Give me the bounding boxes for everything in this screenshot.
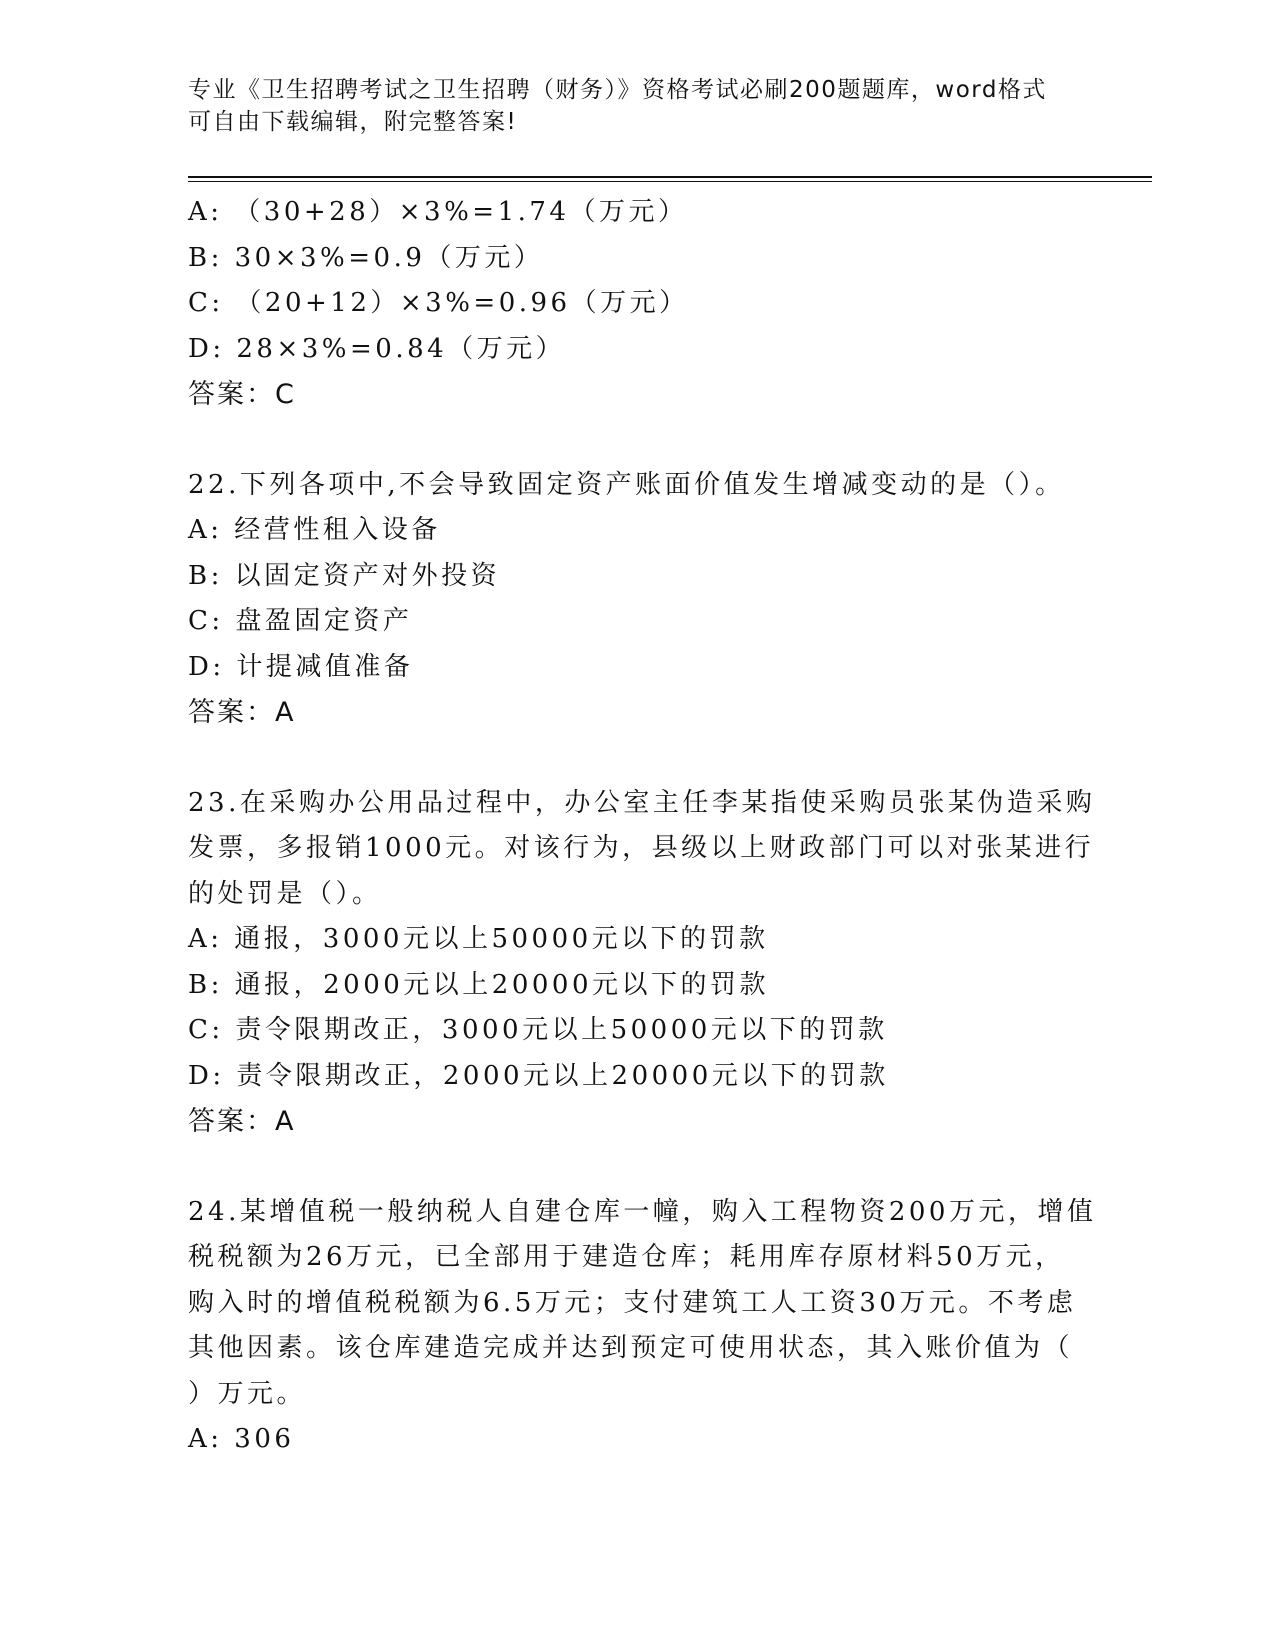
option-d: D: 责令限期改正，2000元以上20000元以下的罚款 (188, 1060, 889, 1091)
option-a: A: 306 (188, 1424, 295, 1454)
question-stem-line-5: ）万元。 (188, 1378, 307, 1409)
header-line-2: 可自由下载编辑，附完整答案! (188, 109, 518, 135)
question-stem-line-4: 其他因素。该仓库建造完成并达到预定可使用状态，其入账价值为（ (188, 1333, 1074, 1363)
question-23 (188, 781, 1096, 1145)
option-a: A: 经营性租入设备 (188, 515, 441, 545)
question-24 (188, 1190, 1097, 1463)
answer-line: 答案：A (188, 1106, 296, 1137)
document-header (188, 74, 1088, 138)
question-stem-line-3: 购入时的增值税税额为6.5万元；支付建筑工人工资30万元。不考虑 (188, 1287, 1077, 1318)
question-stem-line-1: 24.某增值税一般纳税人自建仓库一幢，购入工程物资200万元，增值 (188, 1196, 1097, 1227)
option-c: C: 责令限期改正，3000元以上50000元以下的罚款 (188, 1015, 888, 1045)
header-line-1: 专业《卫生招聘考试之卫生招聘（财务）》资格考试必刷200题题库，word格式 (188, 77, 1047, 103)
question-list (188, 190, 1097, 1463)
question-stem-line-2: 发票，多报销1000元。对该行为，县级以上财政部门可以对张某进行 (188, 833, 1095, 863)
question-stem: 22.下列各项中,不会导致固定资产账面价值发生增减变动的是（）。 (188, 469, 1065, 500)
option-b: B: 通报，2000元以上20000元以下的罚款 (188, 969, 770, 1000)
question-stem-line-1: 23.在采购办公用品过程中，办公室主任李某指使采购员张某伪造采购 (188, 787, 1096, 818)
spacer (188, 736, 1088, 781)
spacer (188, 1145, 1088, 1190)
spacer (188, 418, 1088, 463)
option-b: B: 以固定资产对外投资 (188, 560, 501, 591)
option-c: C: （20+12）×3%=0.96（万元） (188, 288, 689, 318)
answer-line: 答案：C (188, 379, 296, 410)
question-21 (188, 190, 1088, 418)
option-a: A: （30+28）×3%=1.74（万元） (188, 197, 688, 227)
option-a: A: 通报，3000元以上50000元以下的罚款 (188, 924, 769, 954)
answer-line: 答案：A (188, 697, 296, 728)
option-c: C: 盘盈固定资产 (188, 606, 413, 636)
question-stem-line-3: 的处罚是（）。 (188, 878, 382, 909)
option-d: D: 计提减值准备 (188, 651, 414, 682)
header-rule-thin (188, 181, 1152, 182)
question-22 (188, 463, 1088, 736)
header-rule-thick (188, 176, 1152, 178)
question-stem-line-2: 税税额为26万元，已全部用于建造仓库；耗用库存原材料50万元， (188, 1242, 1065, 1272)
option-b: B: 30×3%=0.9（万元） (188, 242, 544, 273)
option-d: D: 28×3%=0.84（万元） (188, 333, 566, 364)
